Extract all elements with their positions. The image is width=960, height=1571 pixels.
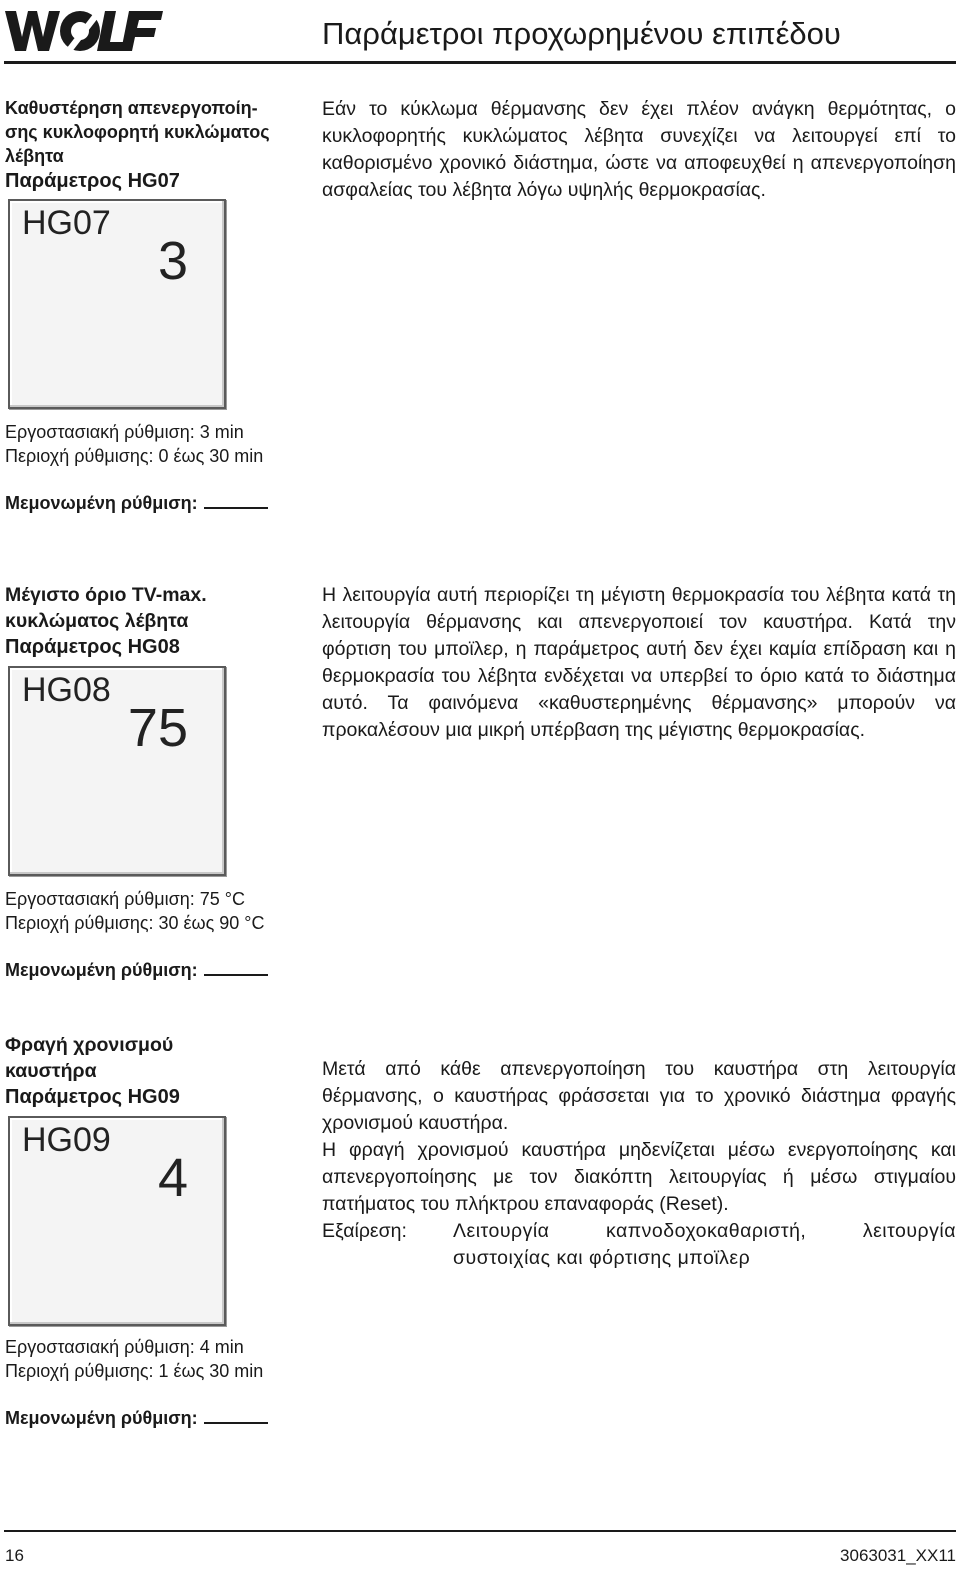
factory-setting: Εργοστασιακή ρύθμιση: 3 min [5,422,244,442]
display-value: 75 [127,698,188,758]
section-description [322,96,956,204]
individual-setting-blank [204,1406,268,1424]
exception-label: Εξαίρεση: [322,1220,407,1242]
section-title-line: Καθυστέρηση απενεργοποίη- [5,98,258,118]
setting-range: Περιοχή ρύθμισης: 0 έως 30 min [5,446,264,466]
individual-setting-blank [204,491,268,509]
section-heading [5,96,305,194]
footer-divider [4,1530,956,1532]
individual-setting-blank [204,958,268,976]
page-title: Παράμετροι προχωρημένου επιπέδου [322,16,841,51]
factory-setting: Εργοστασιακή ρύθμιση: 75 °C [5,889,245,909]
exception-row [322,1218,956,1272]
parameter-display [8,199,226,409]
wolf-logo [5,9,165,53]
parameter-display [8,1116,226,1326]
description-paragraph: Η φραγή χρονισμού καυστήρα μηδενίζεται μέσω ενεργοποίησης και απενεργοποίησης με τον διακόπτη λειτουργίας ή μέσω στιγμαίου πατήματος του πλήκτρου επαναφοράς (Reset). [322,1139,956,1215]
factory-setting: Εργοστασιακή ρύθμιση: 4 min [5,1337,244,1357]
section-title-line: κυκλώματος λέβητα [5,610,189,632]
parameter-display [8,666,226,876]
individual-setting-label: Μεμονωμένη ρύθμιση: [5,493,198,513]
section-title-line: σης κυκλοφορητή κυκλώματος [5,122,270,142]
section-title-line: καυστήρα [5,1060,97,1082]
individual-setting-label: Μεμονωμένη ρύθμιση: [5,960,198,980]
exception-text: Λειτουργία καπνοδοχοκαθαριστή, λειτουργία συστοιχίας και φόρτισης μποϊλερ [453,1220,956,1269]
section-title-line: λέβητα [5,146,64,166]
parameter-label: Παράμετρος HG07 [5,170,180,192]
description-paragraph: Μετά από κάθε απενεργοποίηση του καυστήρα στη λειτουργία θέρμανσης, ο καυστήρας φράσσεται για το χρονικό διάστημα φραγής χρονισμού καυστήρα. [322,1058,956,1134]
parameter-label: Παράμετρος HG08 [5,636,180,658]
setting-range: Περιοχή ρύθμισης: 1 έως 30 min [5,1361,264,1381]
section-description [322,582,956,744]
section-description [322,1056,956,1272]
display-value: 3 [157,231,188,291]
individual-setting [5,1406,268,1430]
individual-setting [5,958,268,982]
header-divider [4,61,956,64]
section-title-line: Μέγιστο όριο TV-max. [5,584,207,606]
individual-setting-label: Μεμονωμένη ρύθμιση: [5,1408,198,1428]
display-code: HG09 [22,1121,111,1159]
individual-setting [5,491,268,515]
section-heading [5,582,305,660]
page-number: 16 [5,1546,24,1565]
section-title-line: Φραγή χρονισμού [5,1034,174,1056]
display-code: HG08 [22,671,111,709]
display-code: HG07 [22,204,111,242]
description-paragraph: Εάν το κύκλωμα θέρμανσης δεν έχει πλέον ανάγκη θερμότητας, ο κυκλοφορητής κυκλώματος λέβητα συνεχίζει να λειτουργεί επί το καθορισμένο χρονικό διάστημα, ώστε να αποφευχθεί η απενεργοποίηση ασφαλείας του λέβητα λόγω υψηλής θερμοκρασίας. [322,98,956,201]
display-value: 4 [157,1148,188,1208]
setting-range: Περιοχή ρύθμισης: 30 έως 90 °C [5,913,265,933]
parameter-label: Παράμετρος HG09 [5,1086,180,1108]
document-number: 3063031_XX11 [840,1546,956,1565]
section-heading [5,1032,305,1110]
description-paragraph: Η λειτουργία αυτή περιορίζει τη μέγιστη θερμοκρασία του λέβητα κατά τη λειτουργία θέρμανσης και απενεργοποιεί τον καυστήρα. Κατά την φόρτιση του μποϊλερ, η παράμετρος αυτή δεν έχει καμία επίδραση και η θερμοκρασία του λέβητα ενδέχεται να υπερβεί το όριο κατά το διάστημα αυτό. Τα φαινόμενα «καθυστερημένης θέρμανσης» μπορούν να προκαλέσουν μια μικρή υπέρβαση της μέγιστης θερμοκρασίας. [322,584,956,741]
